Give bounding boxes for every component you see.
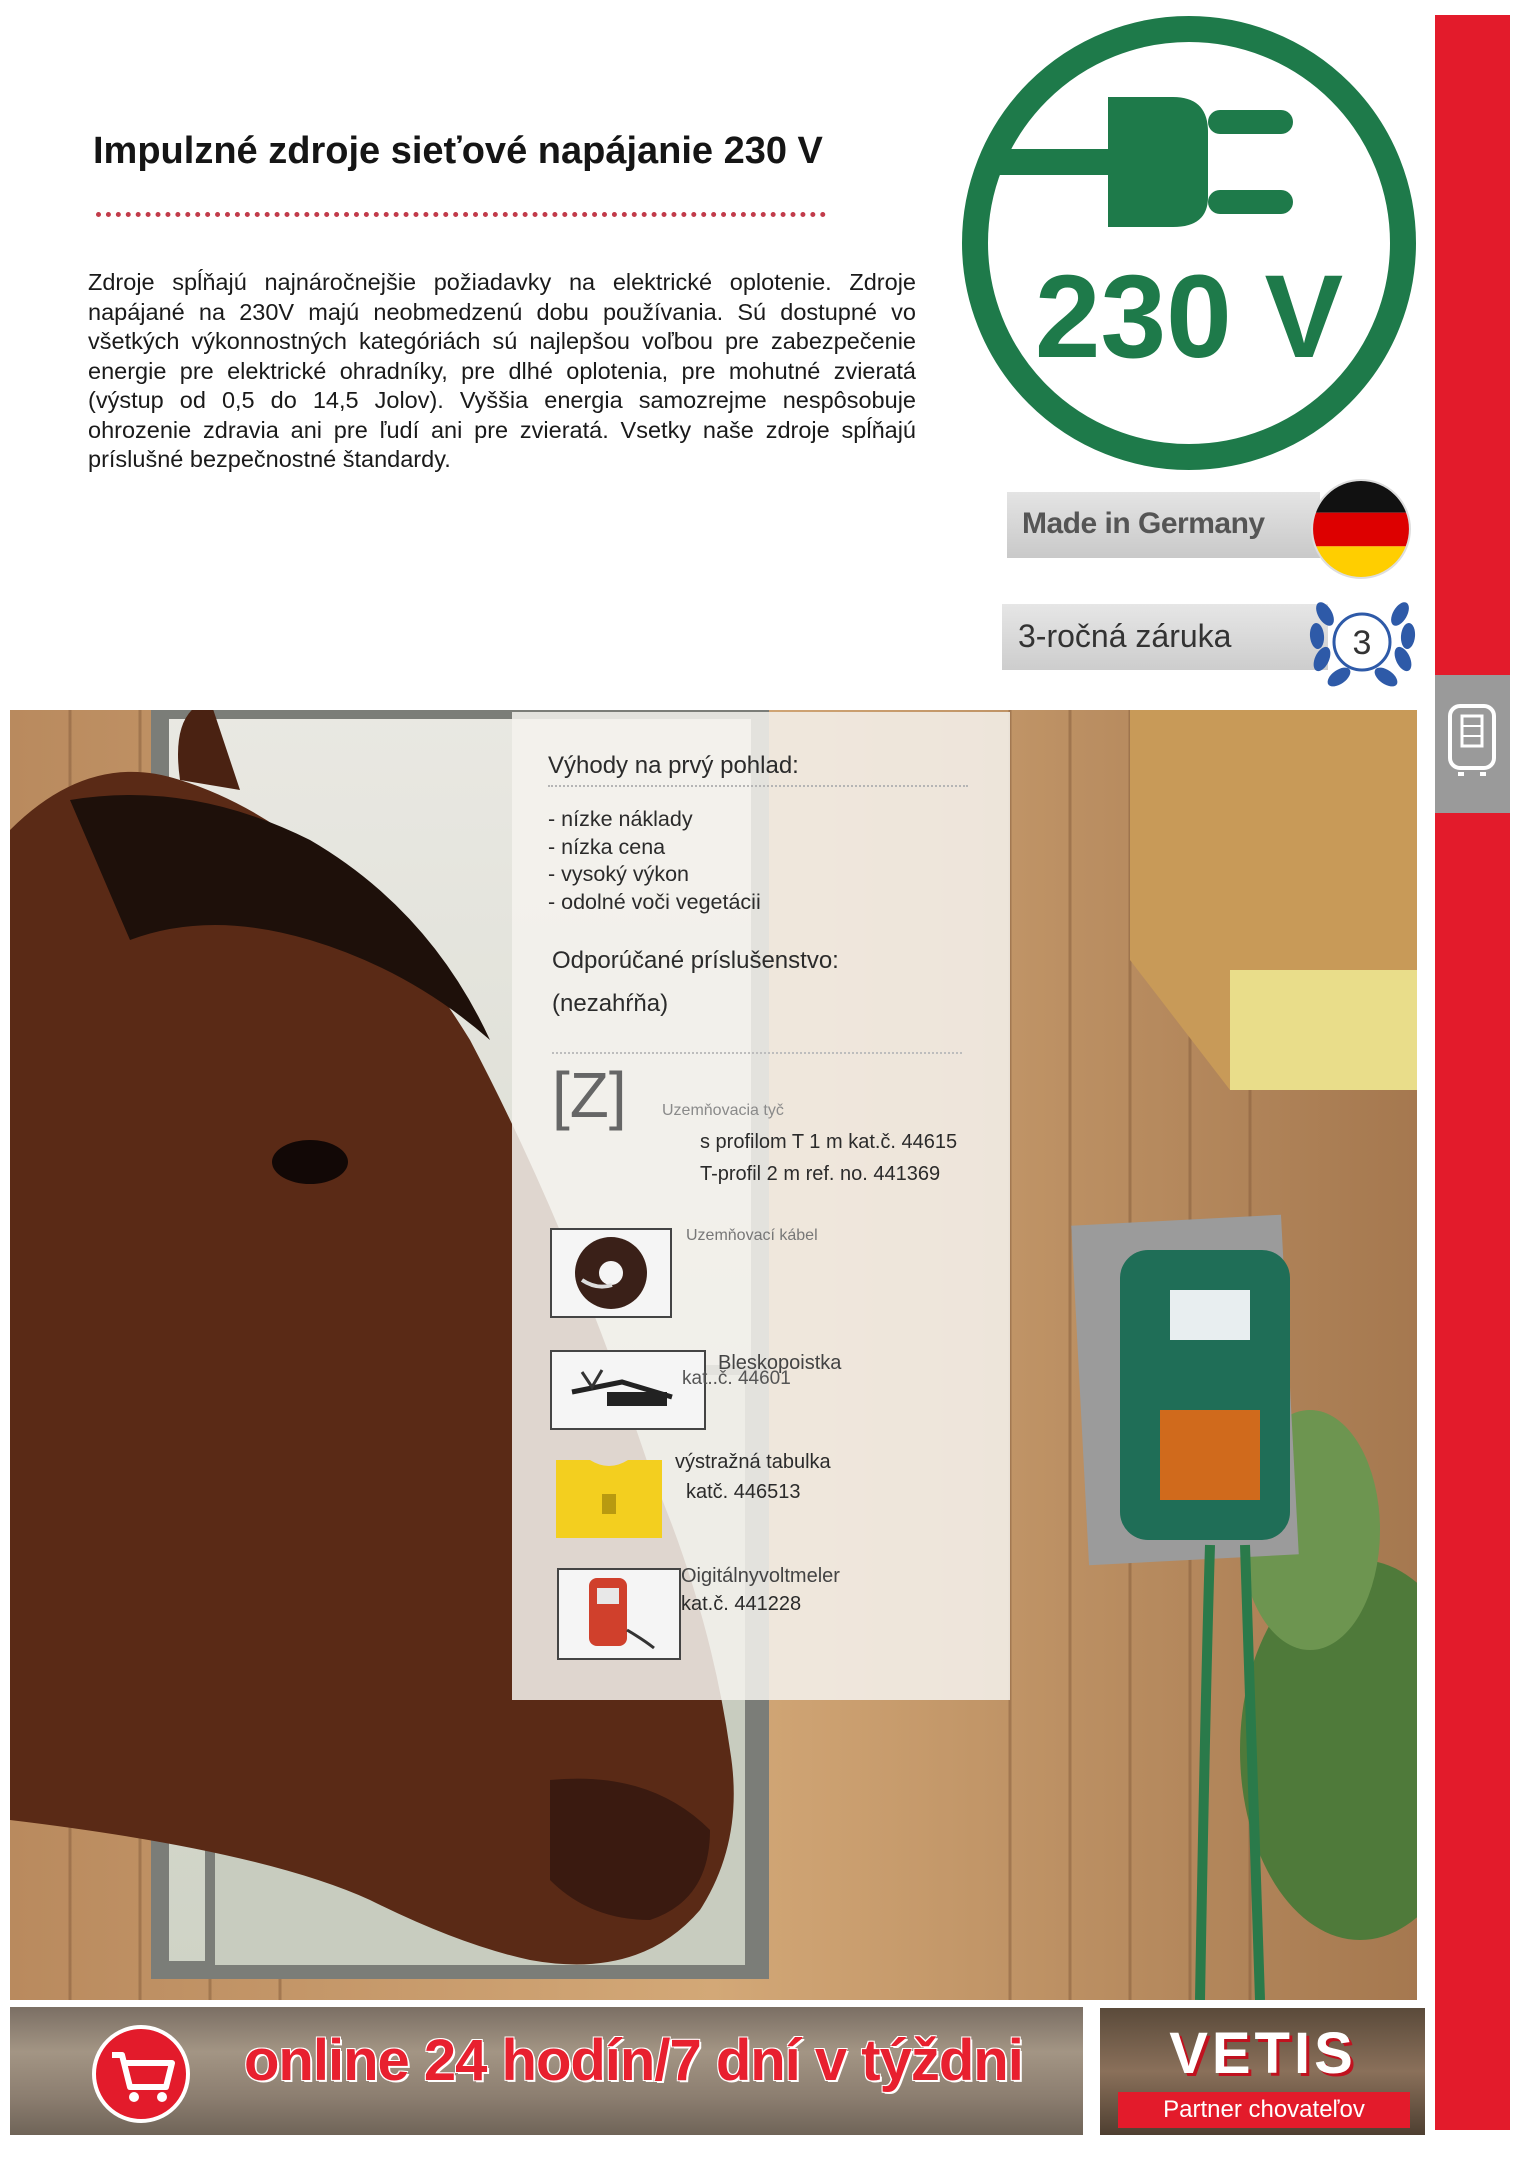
warranty-label: 3-ročná záruka [1018, 618, 1232, 654]
partner-tagline: Partner chovateľov [1163, 2096, 1365, 2123]
voltmeter-thumbnail [557, 1568, 681, 1660]
shopping-cart-badge[interactable] [92, 2025, 190, 2123]
device-icon [1446, 702, 1498, 782]
warranty-years: 3 [1352, 624, 1372, 662]
accessories-note: (nezahŕňa) [552, 990, 669, 1017]
intro-paragraph: Zdroje spĺňajú najnáročnejšie požiadavky na elektrické oplotenie. Zdroje napájané na 230V majú neobmedzenú dobu používania. Sú dostupné vo všetkých výkonnostných kategóriách sú najlepšou voľbou pre zabezpečenie energie pre elektrické ohradníky, pre dlhé oplotenia, pre mohutné zvieratá (výstup od 0,5 do 14,5 Jolov). Vyššia energia samozrejme nespôsobuje ohrozenie zdravia ani pre ľudí ani pre zvieratá. Vsetky naše zdroje spĺňajú príslušné bezpečnostné štandardy. [88, 269, 916, 472]
title-divider [96, 212, 826, 217]
advantage-item: - nízke náklady [548, 807, 693, 831]
rod-label: Uzemňovacia tyč [662, 1102, 784, 1119]
shopping-cart-icon [96, 2029, 186, 2119]
lightning-code: kat..č. 44601 [682, 1368, 791, 1389]
page-title: Impulzné zdroje sieťové napájanie 230 V [93, 130, 823, 172]
lightning-thumbnail [550, 1350, 706, 1430]
warning-sign-icon [554, 1454, 664, 1542]
online-slogan: online 24 hodín/7 dní v týždni [244, 2028, 1023, 2093]
accessories-title: Odporúčané príslušenstvo: [552, 947, 839, 974]
advantages-divider [548, 785, 968, 787]
advantages-title: Výhody na prvý pohlad: [548, 752, 799, 779]
rod-line-2: T-profil 2 m ref. no. 441369 [700, 1163, 941, 1185]
sign-thumbnail [552, 1452, 666, 1544]
cable-reel-icon [552, 1230, 670, 1316]
advantage-item: - vysoký výkon [548, 862, 689, 886]
vetis-brand: VETIS [1169, 2021, 1357, 2086]
sign-code: katč. 446513 [686, 1481, 801, 1503]
laurel-wreath-icon [1305, 584, 1420, 694]
lightning-label: Bleskopoistka [718, 1352, 842, 1374]
lightning-arrester-icon [552, 1352, 704, 1428]
red-side-strip [1435, 15, 1510, 2130]
cable-thumbnail [550, 1228, 672, 1318]
advantage-item: - nízka cena [548, 834, 666, 859]
plug-230v-logo [958, 12, 1420, 474]
voltmeter-code: kat.č. 441228 [681, 1593, 802, 1615]
voltmeter-label: Oigitálnyvoltmeler [681, 1565, 840, 1587]
german-flag-icon [1310, 478, 1412, 580]
advantage-item: - odolné voči vegetácii [548, 889, 761, 914]
advantages-list [548, 806, 761, 916]
voltmeter-icon [559, 1570, 679, 1658]
sign-label: výstražná tabulka [675, 1451, 831, 1473]
cable-label: Uzemňovací kábel [686, 1227, 818, 1244]
rod-placeholder-symbol: [Z] [552, 1059, 627, 1131]
logo-text: 230 V [1034, 251, 1344, 383]
made-in-germany-label: Made in Germany [1022, 507, 1265, 540]
accessories-divider [552, 1052, 962, 1054]
rod-line-1: s profilom T 1 m kat.č. 44615 [700, 1131, 958, 1153]
